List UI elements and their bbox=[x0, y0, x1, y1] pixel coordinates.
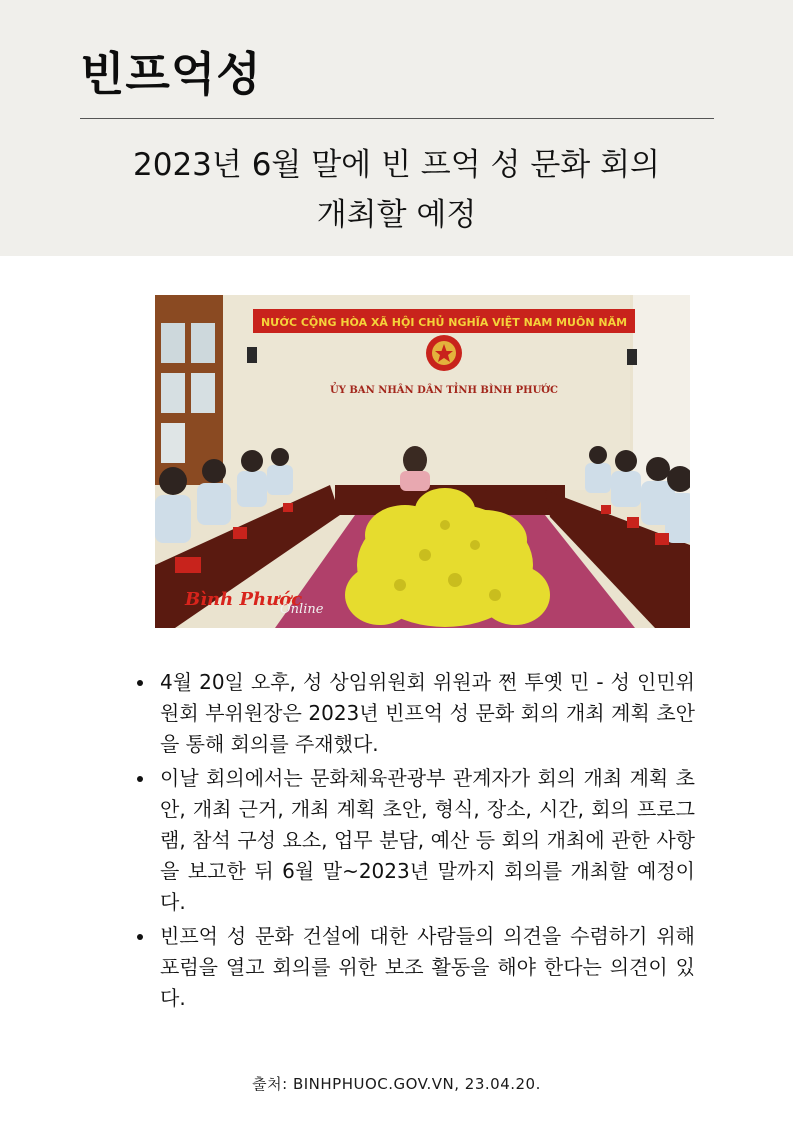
list-item bbox=[135, 763, 695, 918]
list-item-text: 4월 20일 오후, 성 상임위원회 위원과 쩐 투옛 민 - 성 인민위원회 부위원장은 2023년 빈프억 성 문화 회의 개최 계획 초안을 통해 회의를 주재했다. bbox=[160, 670, 695, 756]
bullet-dot bbox=[137, 680, 143, 686]
header-divider bbox=[80, 118, 714, 119]
list-item bbox=[135, 667, 695, 760]
meeting-photo-illustration bbox=[155, 295, 690, 628]
watermark-sub: Online bbox=[280, 602, 324, 617]
list-item-text: 이날 회의에서는 문화체육관광부 관계자가 회의 개최 계획 초안, 개최 근거, 개최 계획 초안, 형식, 장소, 시간, 회의 프로그램, 참석 구성 요소, 업무 분담, 예산 등 회의 개최에 관한 사항을 보고한 뒤 6월 말~2023년 말까지 회의를 개최할 예정이다. bbox=[160, 766, 695, 914]
source-credit: 출처: BINHPHUOC.GOV.VN, 23.04.20. bbox=[252, 1075, 541, 1093]
wall-text: ỦY BAN NHÂN DÂN TỈNH BÌNH PHƯỚC bbox=[330, 385, 558, 396]
headline-line-2: 개최할 예정 bbox=[316, 197, 477, 233]
meeting-photo bbox=[155, 295, 690, 628]
bullet-dot bbox=[137, 934, 143, 940]
bullet-list bbox=[135, 667, 695, 1017]
banner-text: NƯỚC CỘNG HÒA XÃ HỘI CHỦ NGHĨA VIỆT NAM MUÔN NĂM bbox=[260, 316, 628, 329]
list-item bbox=[135, 921, 695, 1014]
list-item-text: 빈프억 성 문화 건설에 대한 사람들의 의견을 수렴하기 위해 포럼을 열고 회의를 위한 보조 활동을 해야 한다는 의견이 있다. bbox=[160, 924, 695, 1010]
headline-line-1: 2023년 6월 말에 빈 프억 성 문화 회의 bbox=[133, 147, 660, 183]
bullet-dot bbox=[137, 776, 143, 782]
header-band bbox=[0, 0, 793, 256]
brand-title: 빈프억성 bbox=[80, 47, 262, 101]
watermark-main: Bình Phước bbox=[185, 589, 303, 610]
headline bbox=[60, 140, 733, 240]
